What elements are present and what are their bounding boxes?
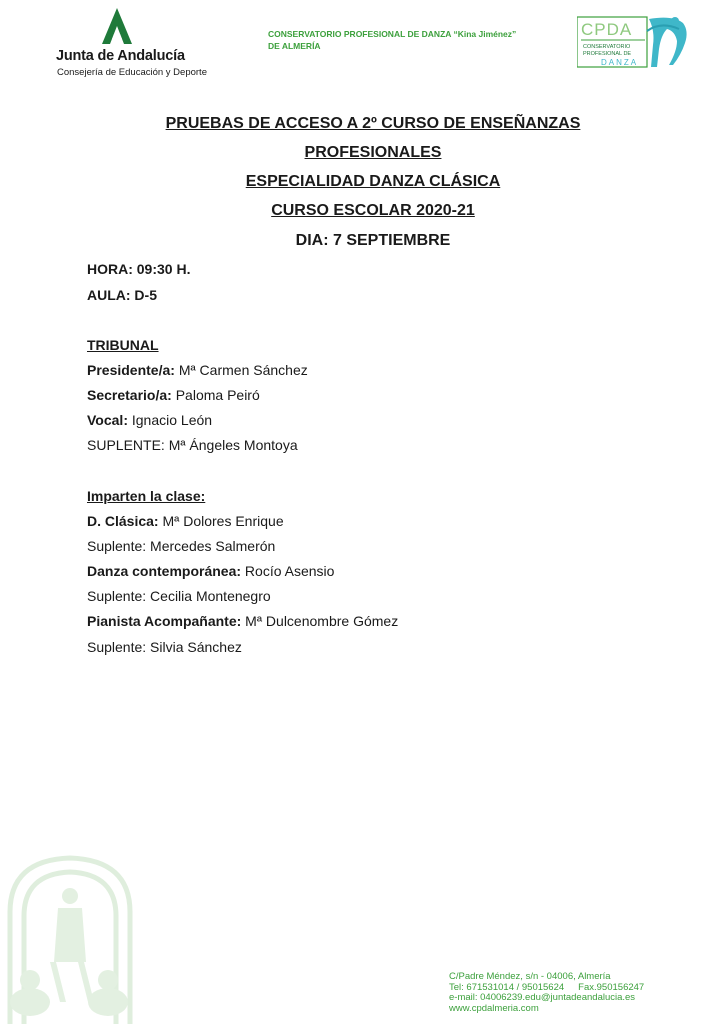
presidente-line [87,362,308,378]
title-line-2: PROFESIONALES [304,144,442,161]
title-line-5: DIA: 7 SEPTIEMBRE [295,232,451,249]
junta-emblem-icon [102,8,132,44]
dancer-icon [647,17,687,67]
cpda-sub-3: DANZA [601,58,639,67]
pianista-line [87,613,398,629]
cpda-sub-1: CONSERVATORIO [583,44,631,50]
conservatorio-line-2: DE ALMERÍA [268,41,321,51]
vocal-label: Vocal: [87,412,128,428]
contemporanea-value: Rocío Asensio [241,563,335,579]
hora-line: HORA: 09:30 H. [87,261,191,277]
footer-fax: Fax.950156247 [578,981,645,993]
junta-de-andalucia-logo [40,8,210,78]
vocal-value: Ignacio León [127,412,213,428]
imparten-heading: Imparten la clase: [87,488,206,504]
pianista-label: Pianista Acompañante: [87,613,242,629]
clasica-line [87,513,284,529]
pianista-suplente-line: Suplente: Silvia Sánchez [87,639,242,655]
aula-line: AULA: D-5 [87,287,157,303]
title-line-4: CURSO ESCOLAR 2020-21 [271,202,475,219]
junta-name: Junta de Andalucía [56,48,185,64]
presidente-label: Presidente/a: [87,362,175,378]
contemporanea-label: Danza contemporánea: [87,563,242,579]
secretario-value: Paloma Peiró [171,387,260,403]
footer-contact [449,972,644,1014]
presidente-value: Mª Carmen Sánchez [174,362,308,378]
vocal-line [87,412,212,428]
footer-email[interactable]: e-mail: 04006239.edu@juntadeandalucia.es [449,992,636,1003]
contemporanea-suplente-line: Suplente: Cecilia Montenegro [87,588,271,604]
footer-address: C/Padre Méndez, s/n - 04006, Almería [449,971,611,982]
title-line-3: ESPECIALIDAD DANZA CLÁSICA [245,173,501,190]
cpda-letters: CPDA [581,20,633,39]
clasica-suplente-line: Suplente: Mercedes Salmerón [87,538,276,554]
cpda-sub-2: PROFESIONAL DE [583,51,632,57]
andalucia-shield-watermark [0,852,140,1024]
conservatorio-line-1: CONSERVATORIO PROFESIONAL DE DANZA “Kina Jiménez” [268,29,517,39]
secretario-line [87,387,260,403]
footer-web[interactable]: www.cpdalmeria.com [449,1002,539,1014]
consejeria-name: Consejería de Educación y Deporte [57,67,207,78]
tribunal-suplente-line: SUPLENTE: Mª Ángeles Montoya [87,437,298,453]
conservatorio-name [268,28,516,52]
footer-tel: Tel: 671531014 / 95015624 [449,981,565,993]
contemporanea-line [87,563,334,579]
secretario-label: Secretario/a: [87,387,172,403]
clasica-label: D. Clásica: [87,513,159,529]
clasica-value: Mª Dolores Enrique [158,513,284,529]
title-line-1: PRUEBAS DE ACCESO A 2º CURSO DE ENSEÑANZAS [165,115,581,132]
tribunal-heading: TRIBUNAL [87,337,159,353]
cpda-logo [577,15,689,71]
pianista-value: Mª Dulcenombre Gómez [241,613,399,629]
